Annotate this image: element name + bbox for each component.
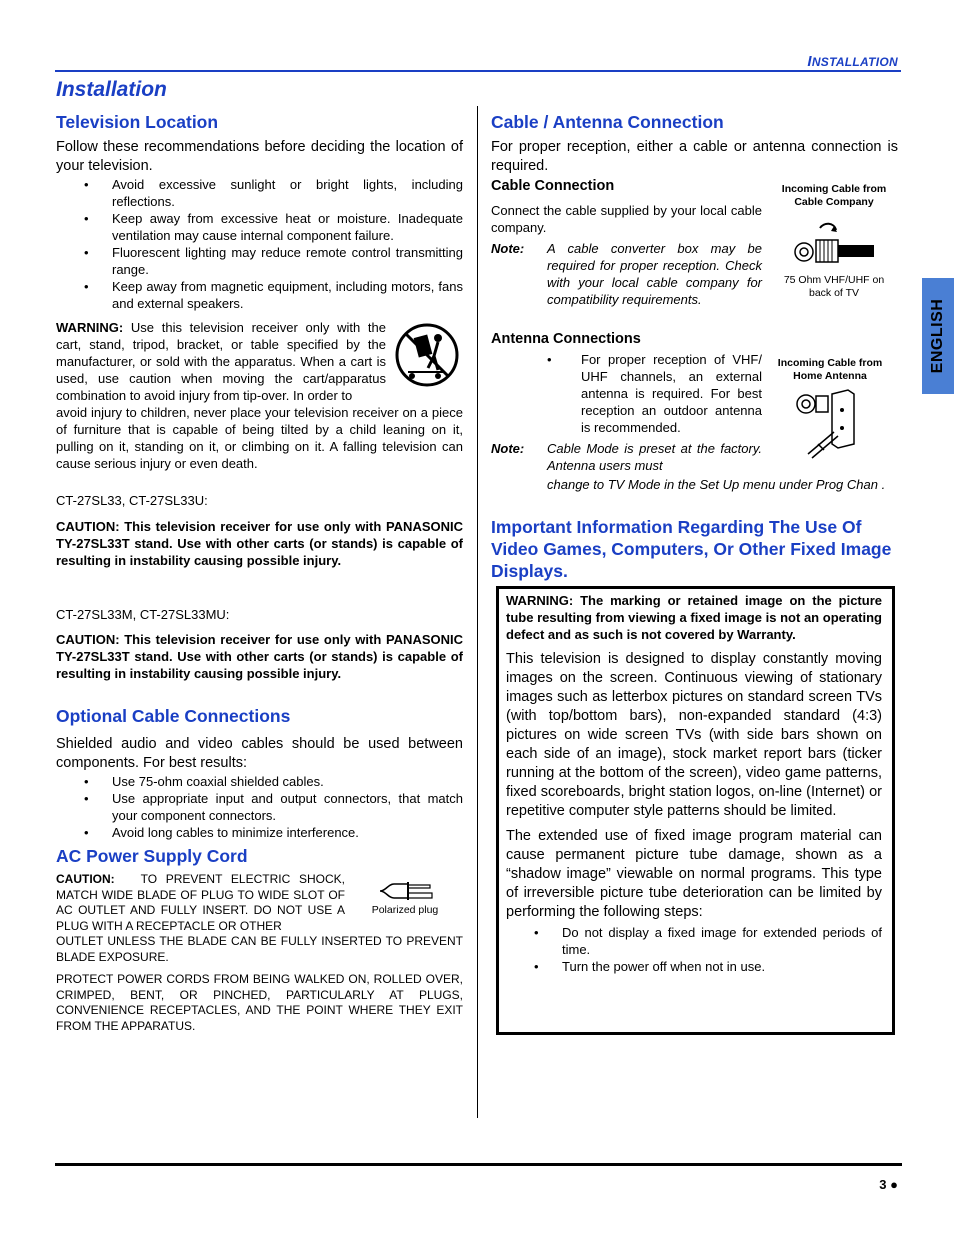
cable-connection-heading: Cable Connection <box>491 178 615 194</box>
warning-label: WARNING: <box>56 320 124 335</box>
tv-location-heading: Television Location <box>56 112 219 132</box>
warning-text-cont: avoid injury to children, never place your television receiver on a piece of furniture that is capable of being tilted by a child leaning on it, pulling on it, standing on it, or climbing on it. A falling television can cause serious injury or even death. <box>56 405 463 471</box>
note-text: A cable converter box may be required for proper reception. Check with your local cable company for compatibility requirements. <box>547 241 762 307</box>
caution-stand-1: CAUTION: This television receiver for use only with PANASONIC TY-27SL33T stand. Use with other carts (or stands) is capable of resulting in instability causing possible injury. <box>56 519 463 568</box>
antenna-connection-heading: Antenna Connections <box>491 331 641 347</box>
antenna-note <box>491 440 762 474</box>
fixed-image-para-1: This television is designed to display constantly moving images on the screen. Continuous viewing of stationary images such as letterbox pictures on standard screen TVs (with top/bottom bars), non-expanded standard (4:3) pictures on wide screen TVs (with side bars shown on each side of an image), stock market report bars (ticker running at the bottom of the screen), video game patterns, fixed scoreboards, bright station logos, on-line (Internet) or repetitive computer style patterns should be limited. <box>506 651 882 819</box>
list-item: • Keep away from magnetic equipment, including motors, fans and external speakers. <box>56 278 463 312</box>
optional-cable-intro: Shielded audio and video cables should be used between components. For best results: <box>56 736 463 771</box>
tv-location-intro: Follow these recommendations before deciding the location of your television. <box>56 139 463 174</box>
page-number: 3 ● <box>879 1177 898 1192</box>
note-text: Cable Mode is preset at the factory. Antenna users must <box>547 441 762 473</box>
antenna-bullet-text: For proper reception of VHF/ UHF channels, an external antenna is required. For best reception an outdoor antenna is recommended. <box>581 352 762 435</box>
antenna-adapter-icon <box>792 386 872 462</box>
warning-text: Use this television receiver only with the cart, stand, tripod, bracket, or table specified by the manufacturer, or sold with the apparatus. When a cart is used, use caution when moving the cart/apparatus combination to avoid injury from tip-over. In order to <box>56 320 386 403</box>
fixed-image-list <box>506 924 882 975</box>
caution-stand-2: CAUTION: This television receiver for use only with PANASONIC TY-27SL33T stand. Use with other carts (or stands) is capable of resulting in instability causing possible injury. <box>56 632 463 681</box>
cable-antenna-heading: Cable / Antenna Connection <box>491 112 724 132</box>
optional-cable-heading: Optional Cable Connections <box>56 706 291 726</box>
optional-cable-section <box>56 706 463 841</box>
fig-home-antenna-label: Incoming Cable from Home Antenna <box>777 357 883 382</box>
fixed-image-warning: WARNING: The marking or retained image on the picture tube resulting from viewing a fixed image is not an operating defect and as such is not covered by Warranty. <box>506 593 882 642</box>
antenna-connection-block <box>491 331 762 474</box>
footer-rule <box>55 1163 902 1166</box>
polarized-plug-icon <box>378 878 436 904</box>
list-item: • Use 75-ohm coaxial shielded cables. <box>56 773 463 790</box>
column-divider <box>477 106 478 1118</box>
polarized-plug-caption: Polarized plug <box>371 904 439 916</box>
model-label-1: CT-27SL33, CT-27SL33U: <box>56 493 208 508</box>
tv-location-list <box>56 176 463 312</box>
coax-cable-icon <box>790 220 880 268</box>
tv-location-section <box>56 112 463 312</box>
ac-caution-text: TO PREVENT ELECTRIC SHOCK, MATCH WIDE BLADE OF PLUG TO WIDE SLOT OF AC OUTLET AND FULLY INSERT. DO NOT USE A PLUG WITH A RECEPTACLE OR OTHER <box>56 872 345 933</box>
cable-antenna-section <box>491 112 898 176</box>
model-label-2: CT-27SL33M, CT-27SL33MU: <box>56 607 230 622</box>
caution-label: CAUTION: <box>56 872 115 886</box>
cart-warning-icon <box>394 322 460 388</box>
header-rule <box>55 70 901 72</box>
important-info-heading: Important Information Regarding The Use Of Video Games, Computers, Or Other Fixed Image Displays. <box>491 517 892 581</box>
fixed-image-para-2: The extended use of fixed image program material can cause permanent picture tube damage, shown as a “shadow image” viewable on normal programs. This type of irreversible picture tube deterioration can be limited by performing the following steps: <box>506 828 882 920</box>
ac-caution <box>56 872 345 934</box>
list-item: • Do not display a fixed image for extended periods of time. <box>506 924 882 958</box>
cart-warning <box>56 319 386 404</box>
optional-cable-list <box>56 773 463 841</box>
note-label: Note: <box>491 441 525 456</box>
running-header: INSTALLATION <box>807 53 898 70</box>
list-item: • Turn the power off when not in use. <box>506 958 882 975</box>
note-label: Note: <box>491 241 525 256</box>
cable-antenna-intro: For proper reception, either a cable or antenna connection is required. <box>491 139 898 174</box>
cable-connection-text: Connect the cable supplied by your local cable company. <box>491 203 762 235</box>
cable-note <box>491 240 762 308</box>
language-tab: ENGLISH <box>922 278 954 394</box>
antenna-note-cont: change to TV Mode in the Set Up menu under Prog Chan . <box>547 477 886 492</box>
ac-protect: PROTECT POWER CORDS FROM BEING WALKED ON, ROLLED OVER, CRIMPED, BENT, OR PINCHED, PARTICULARLY AT PLUGS, CONVENIENCE RECEPTACLES, AND THE POINT WHERE THEY EXIT FROM THE APPARATUS. <box>56 972 463 1033</box>
cable-connection-block <box>491 178 762 308</box>
list-item: • Keep away from excessive heat or moisture. Inadequate ventilation may cause internal component failure. <box>56 210 463 244</box>
ac-power-heading: AC Power Supply Cord <box>56 846 248 866</box>
list-item: • For proper reception of VHF/ UHF channels, an external antenna is required. For best reception an outdoor antenna is recommended. <box>547 352 762 435</box>
fig-vhf-uhf-label: 75 Ohm VHF/UHF on back of TV <box>783 274 885 299</box>
list-item: • Fluorescent lighting may reduce remote control transmitting range. <box>56 244 463 278</box>
list-item: • Avoid excessive sunlight or bright lights, including reflections. <box>56 176 463 210</box>
list-item: • Avoid long cables to minimize interference. <box>56 824 463 841</box>
list-item: • Use appropriate input and output connectors, that match your component connectors. <box>56 790 463 824</box>
fig-cable-company-label: Incoming Cable from Cable Company <box>781 183 887 208</box>
page-title: Installation <box>56 78 167 101</box>
ac-caution-cont: OUTLET UNLESS THE BLADE CAN BE FULLY INSERTED TO PREVENT BLADE EXPOSURE. <box>56 934 463 964</box>
fixed-image-warning-content <box>506 592 882 975</box>
